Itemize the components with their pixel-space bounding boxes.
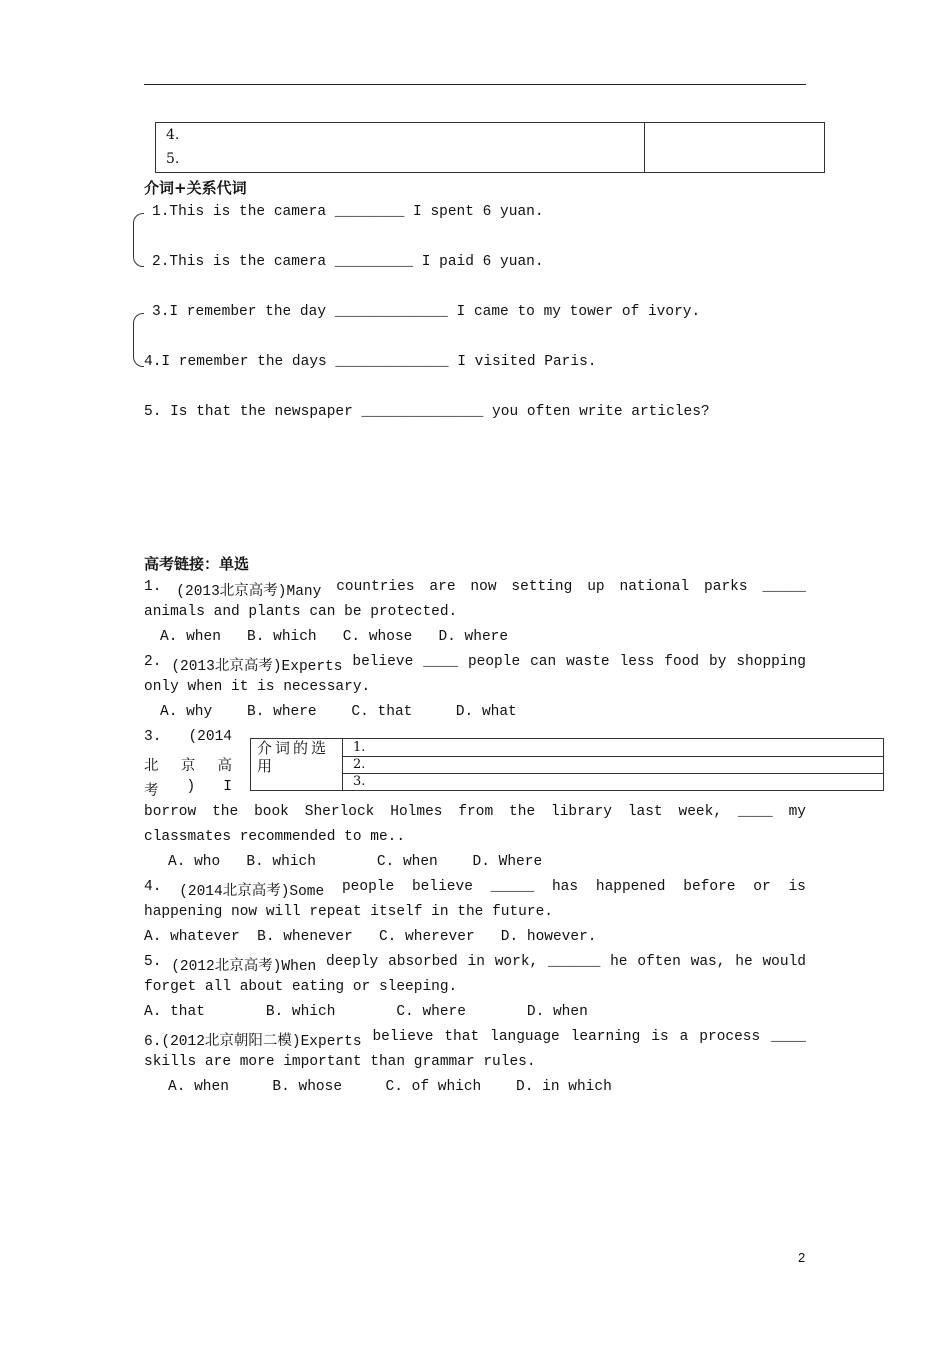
question-3-line-1: 3. (2014 bbox=[144, 729, 232, 745]
question-1-options: A. when B. which C. whose D. where bbox=[160, 629, 509, 645]
question-3-line-3: 考 ) I bbox=[144, 779, 232, 800]
question-6-line-2: skills are more important than grammar rules. bbox=[144, 1054, 536, 1070]
exercise-1: 1.This is the camera ________ I spent 6 yuan. bbox=[152, 204, 544, 220]
question-1-line-2: animals and plants can be protected. bbox=[144, 604, 458, 620]
question-3-options: A. who B. which C. when D. Where bbox=[168, 854, 543, 870]
exercise-5: 5. Is that the newspaper ______________ you often write articles? bbox=[144, 404, 710, 420]
question-6-options: A. when B. whose C. of which D. in which bbox=[168, 1079, 612, 1095]
table-row-4: 4. bbox=[166, 127, 180, 143]
question-1-line-1: 1. (2013北京高考)Many countries are now setting up national parks _____ bbox=[144, 579, 806, 600]
question-2-line-2: only when it is necessary. bbox=[144, 679, 371, 695]
table-row-5: 5. bbox=[166, 151, 180, 167]
brace-group-2 bbox=[133, 313, 144, 367]
question-4-line-1: 4. (2014北京高考)Some people believe _____ has happened before or is bbox=[144, 879, 806, 900]
question-4-options: A. whatever B. whenever C. wherever D. however. bbox=[144, 929, 597, 945]
table-row-1: 1. bbox=[343, 739, 883, 757]
question-2-options: A. why B. where C. that D. what bbox=[160, 704, 517, 720]
question-6-line-1: 6.(2012北京朝阳二模)Experts believe that language learning is a process ____ bbox=[144, 1029, 806, 1050]
header-rule bbox=[144, 84, 806, 85]
table-row-2: 2. bbox=[343, 756, 883, 774]
preposition-choice-table bbox=[250, 738, 884, 791]
page-number: 2 bbox=[798, 1250, 806, 1265]
question-5-line-1: 5. (2012北京高考)When deeply absorbed in work, ______ he often was, he would bbox=[144, 954, 806, 975]
section-heading-gaokao: 高考链接：单选 bbox=[144, 555, 250, 573]
question-4-line-2: happening now will repeat itself in the future. bbox=[144, 904, 553, 920]
question-2-line-1: 2. (2013北京高考)Experts believe ____ people can waste less food by shopping bbox=[144, 654, 806, 675]
question-5-line-2: forget all about eating or sleeping. bbox=[144, 979, 458, 995]
question-3-line-5: classmates recommended to me.. bbox=[144, 829, 406, 845]
question-3-line-4: borrow the book Sherlock Holmes from the library last week, ____ my bbox=[144, 804, 806, 820]
question-5-options: A. that B. which C. where D. when bbox=[144, 1004, 588, 1020]
table-row-3: 3. bbox=[353, 774, 366, 789]
exercise-2: 2.This is the camera _________ I paid 6 yuan. bbox=[152, 254, 544, 270]
table-divider bbox=[644, 123, 645, 172]
brace-group-1 bbox=[133, 213, 144, 267]
exercise-3: 3.I remember the day _____________ I came to my tower of ivory. bbox=[152, 304, 701, 320]
exercise-4: 4.I remember the days _____________ I visited Paris. bbox=[144, 354, 597, 370]
answer-table bbox=[155, 122, 825, 173]
section-heading-prep-relative: 介词+关系代词 bbox=[144, 179, 247, 197]
question-3-line-2: 北 京 高 bbox=[144, 759, 232, 775]
table-label: 介词的选用 bbox=[251, 739, 343, 790]
